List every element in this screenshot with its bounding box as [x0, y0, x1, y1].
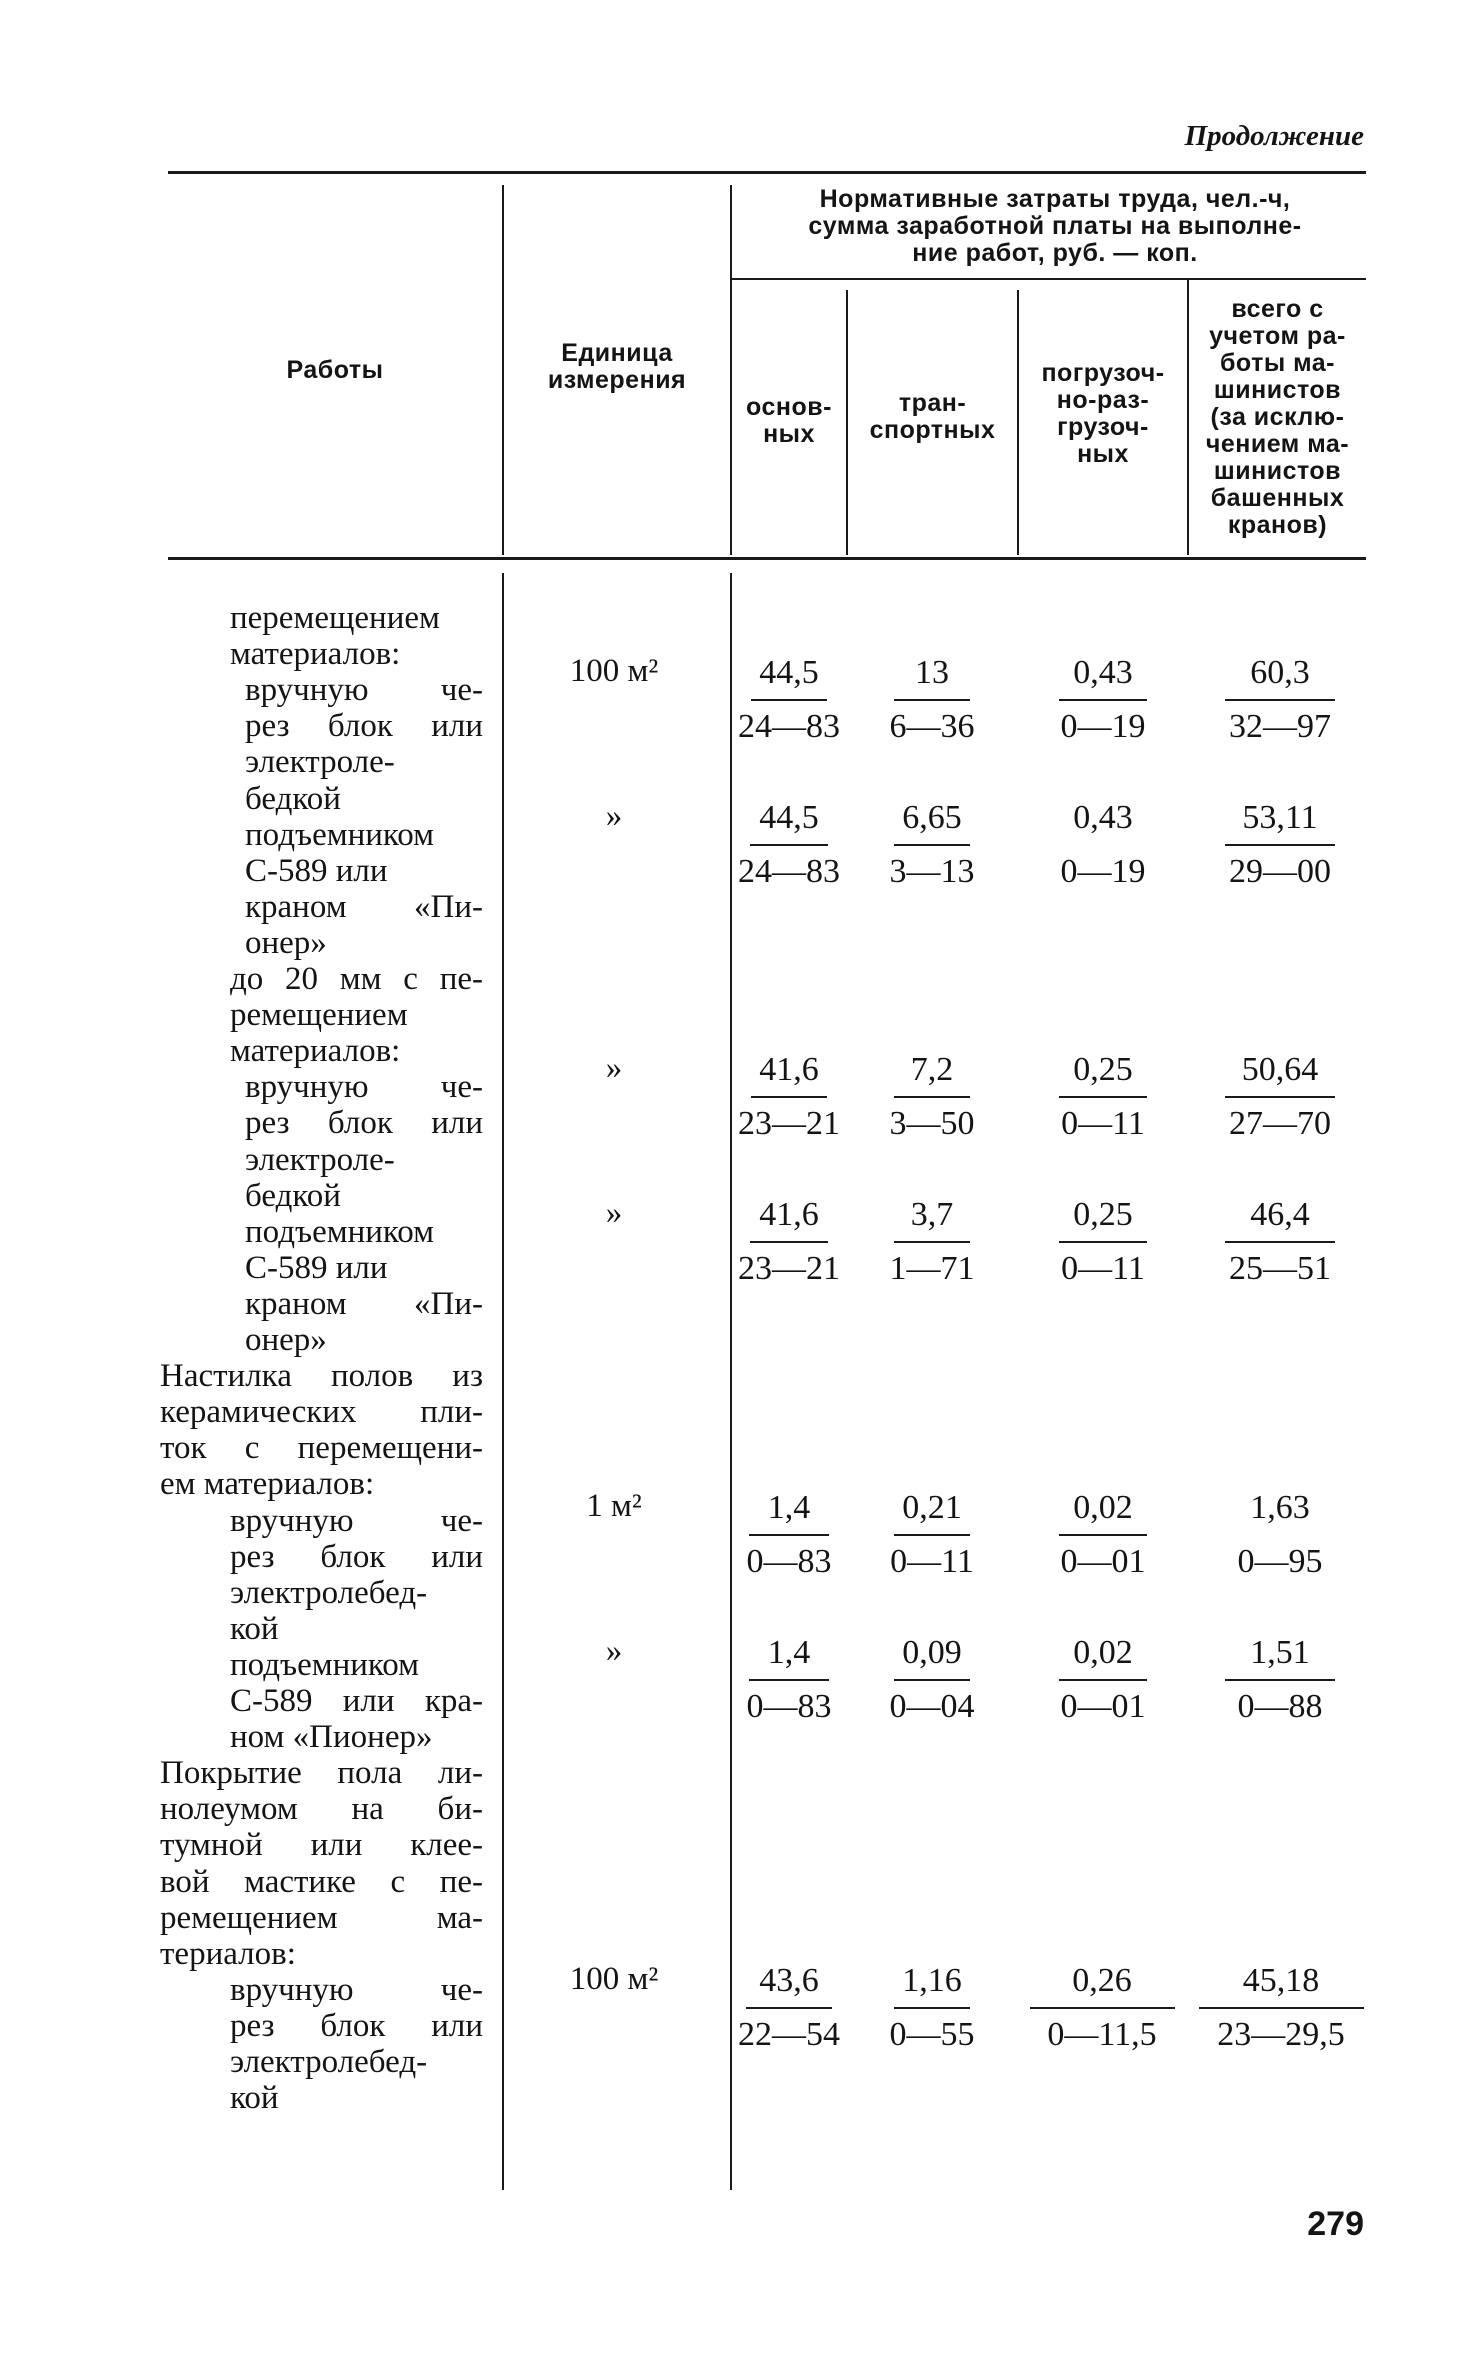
- row-unit: »: [605, 1633, 623, 1669]
- work-line: С-589 или: [245, 852, 388, 889]
- work-line: электроле-: [245, 744, 395, 781]
- header-col-transport-line: спортных: [869, 416, 996, 444]
- value-denominator: 1—71: [889, 1250, 975, 1287]
- value-denominator: 0—19: [1060, 853, 1146, 890]
- value-denominator: 3—13: [889, 853, 975, 890]
- value-cell-transport: [870, 1963, 994, 2053]
- row-unit: 1 м²: [586, 1488, 642, 1524]
- value-denominator: 0—83: [746, 1543, 832, 1580]
- header-group: [744, 186, 1366, 267]
- value-denominator: 0—01: [1060, 1543, 1146, 1580]
- value-cell-total: [1205, 1490, 1355, 1580]
- value-numerator: 6,65: [902, 799, 962, 836]
- value-numerator: 1,16: [902, 1962, 962, 1999]
- work-line: подъемником: [245, 816, 435, 853]
- value-numerator: 53,11: [1242, 799, 1318, 836]
- value-denominator: 23—21: [738, 1250, 840, 1287]
- work-line: ток с перемещени-: [160, 1430, 483, 1467]
- value-denominator: 0—88: [1237, 1688, 1323, 1725]
- value-cell-main: [734, 800, 844, 890]
- value-cell-loading: [1040, 1052, 1166, 1142]
- value-denominator: 32—97: [1229, 708, 1331, 745]
- value-cell-transport: [870, 1635, 994, 1725]
- work-line: рез блок или: [230, 2007, 483, 2044]
- row-unit: 100 м²: [569, 1961, 659, 1997]
- work-line: ремещением: [230, 997, 408, 1034]
- header-col-total-line: боты ма-: [1219, 349, 1336, 377]
- header-col-total-line: (за исклю-: [1210, 403, 1345, 431]
- value-numerator: 1,4: [767, 1489, 811, 1526]
- work-line: электролебед-: [230, 1574, 428, 1611]
- value-cell-main: [734, 1490, 844, 1580]
- row-unit: 100 м²: [569, 653, 659, 689]
- value-numerator: 0,25: [1073, 1051, 1133, 1088]
- work-line: вручную че-: [230, 1971, 483, 2008]
- work-line: краном «Пи-: [245, 888, 483, 925]
- value-denominator: 25—51: [1229, 1250, 1331, 1287]
- work-line: бедкой: [245, 1177, 341, 1214]
- work-line: С-589 или кра-: [230, 1683, 483, 1719]
- header-col-total-line: кранов): [1227, 511, 1328, 539]
- header-col-total-line: чением ма-: [1205, 430, 1350, 458]
- work-line: материалов:: [230, 1033, 401, 1070]
- value-denominator: 0—83: [746, 1688, 832, 1725]
- work-line: перемещением: [230, 600, 440, 636]
- page-number: 279: [1307, 2205, 1364, 2243]
- work-line: Настилка полов из: [160, 1358, 483, 1395]
- value-numerator: 41,6: [759, 1196, 819, 1233]
- work-line: подъемником: [230, 1646, 420, 1683]
- header-col-loading-line: грузоч-: [1057, 413, 1149, 441]
- header-unit-line: измерения: [547, 366, 687, 394]
- value-denominator: 24—83: [738, 708, 840, 745]
- value-cell-total: [1205, 800, 1355, 890]
- header-col-main: [732, 394, 846, 448]
- value-denominator: 23—21: [738, 1105, 840, 1142]
- header-col-loading-line: ных: [1077, 440, 1129, 468]
- header-unit: [504, 340, 730, 394]
- work-line: до 20 мм с пе-: [230, 961, 483, 997]
- value-cell-transport: [870, 1490, 994, 1580]
- header-bottom-rule: [168, 557, 1366, 560]
- value-numerator: 3,7: [910, 1196, 954, 1233]
- value-numerator: 50,64: [1241, 1051, 1319, 1088]
- work-line: рез блок или: [245, 1105, 483, 1142]
- work-line: подъемником: [245, 1213, 435, 1250]
- work-line: материалов:: [230, 636, 401, 673]
- value-cell-total: [1205, 1635, 1355, 1725]
- header-group-line: сумма заработной платы на выполне-: [808, 212, 1302, 240]
- row-unit: »: [605, 1050, 623, 1086]
- header-col-total-line: шинистов: [1213, 376, 1342, 404]
- work-line: ремещением ма-: [160, 1899, 483, 1936]
- header-col-loading-line: погрузоч-: [1041, 359, 1165, 387]
- header-group-line: Нормативные затраты труда, чел.-ч,: [819, 185, 1291, 213]
- value-denominator: 0—95: [1237, 1543, 1323, 1580]
- work-line: онер»: [245, 1322, 327, 1358]
- header-group-line: ние работ, руб. — коп.: [912, 239, 1198, 267]
- work-line: вой мастике с пе-: [160, 1863, 483, 1900]
- value-numerator: 43,6: [759, 1962, 819, 1999]
- value-numerator: 0,02: [1073, 1634, 1133, 1671]
- work-line: ном «Пионер»: [230, 1719, 433, 1756]
- value-numerator: 0,43: [1073, 799, 1133, 836]
- value-cell-main: [734, 1197, 844, 1287]
- value-denominator: 0—11: [1061, 1105, 1145, 1142]
- value-cell-transport: [870, 655, 994, 745]
- value-cell-loading: [1040, 1197, 1166, 1287]
- work-line: С-589 или: [245, 1249, 388, 1286]
- header-col-loading-line: но-раз-: [1056, 386, 1150, 414]
- value-cell-main: [734, 1635, 844, 1725]
- header-col-main-line: ных: [763, 420, 815, 448]
- header-col-transport: [848, 390, 1017, 444]
- work-line: рез блок или: [230, 1538, 483, 1575]
- value-numerator: 0,02: [1073, 1489, 1133, 1526]
- value-denominator: 6—36: [889, 708, 975, 745]
- table-top-rule: [168, 171, 1366, 174]
- value-numerator: 13: [915, 654, 949, 691]
- value-denominator: 24—83: [738, 853, 840, 890]
- value-cell-loading: [1040, 655, 1166, 745]
- work-line: тумной или клее-: [160, 1827, 483, 1864]
- value-cell-loading: [1022, 1963, 1182, 2053]
- header-col-main-line: основ-: [746, 393, 832, 421]
- header-col-loading: [1019, 360, 1187, 468]
- header-unit-line: Единица: [561, 339, 673, 367]
- value-numerator: 1,4: [767, 1634, 811, 1671]
- value-numerator: 41,6: [759, 1051, 819, 1088]
- value-cell-transport: [870, 1052, 994, 1142]
- value-denominator: 0—11: [1061, 1250, 1145, 1287]
- value-numerator: 0,43: [1073, 654, 1133, 691]
- value-denominator: 0—01: [1060, 1688, 1146, 1725]
- col-divider-values: [730, 185, 732, 555]
- header-col-total-line: учетом ра-: [1209, 322, 1346, 350]
- value-cell-transport: [870, 1197, 994, 1287]
- value-denominator: 23—29,5: [1217, 2016, 1345, 2053]
- work-line: вручную че-: [230, 1502, 483, 1539]
- header-col-transport-line: тран-: [898, 389, 967, 417]
- work-line: Покрытие пола ли-: [160, 1755, 483, 1792]
- work-line: электролебед-: [230, 2044, 428, 2080]
- value-numerator: 0,25: [1073, 1196, 1133, 1233]
- value-denominator: 29—00: [1229, 853, 1331, 890]
- work-line: электроле-: [245, 1141, 395, 1178]
- value-denominator: 22—54: [738, 2016, 840, 2053]
- value-numerator: 45,18: [1242, 1962, 1320, 1999]
- group-header-rule: [732, 278, 1366, 280]
- continuation-label: Продолжение: [1184, 120, 1364, 152]
- value-cell-loading: [1040, 1490, 1166, 1580]
- row-unit: »: [605, 798, 623, 834]
- work-line: рез блок или: [245, 708, 483, 745]
- work-line: вручную че-: [245, 672, 483, 709]
- value-cell-total: [1190, 1963, 1372, 2053]
- value-cell-main: [734, 1052, 844, 1142]
- value-denominator: 0—11,5: [1047, 2016, 1157, 2053]
- work-line: кой: [230, 2080, 279, 2117]
- value-denominator: 0—19: [1060, 708, 1146, 745]
- header-col-total: [1189, 296, 1366, 539]
- value-denominator: 0—55: [889, 2016, 975, 2053]
- header-works: Работы: [286, 356, 384, 384]
- value-denominator: 0—11: [890, 1543, 974, 1580]
- work-line: бедкой: [245, 780, 341, 817]
- header-col-total-line: шинистов: [1213, 457, 1342, 485]
- value-cell-total: [1205, 1052, 1355, 1142]
- value-cell-main: [734, 655, 844, 745]
- value-denominator: 27—70: [1229, 1105, 1331, 1142]
- value-numerator: 0,21: [902, 1489, 962, 1526]
- value-cell-main: [734, 1963, 844, 2053]
- value-cell-total: [1205, 655, 1355, 745]
- work-line: краном «Пи-: [245, 1285, 483, 1322]
- value-numerator: 0,26: [1072, 1962, 1132, 1999]
- work-line: вручную че-: [245, 1069, 483, 1106]
- value-numerator: 1,63: [1250, 1489, 1310, 1526]
- header-col-total-line: всего с: [1231, 295, 1324, 323]
- row-unit: »: [605, 1195, 623, 1231]
- value-denominator: 0—04: [889, 1688, 975, 1725]
- value-numerator: 44,5: [759, 799, 819, 836]
- value-denominator: 3—50: [889, 1105, 975, 1142]
- work-line: териалов:: [160, 1935, 296, 1972]
- work-line: ем материалов:: [160, 1466, 375, 1503]
- value-numerator: 7,2: [910, 1051, 954, 1088]
- value-numerator: 44,5: [759, 654, 819, 691]
- value-numerator: 60,3: [1250, 654, 1310, 691]
- value-numerator: 46,4: [1250, 1196, 1310, 1233]
- value-cell-transport: [870, 800, 994, 890]
- work-line: кой: [230, 1610, 279, 1647]
- work-line: керамических пли-: [160, 1394, 483, 1431]
- value-cell-total: [1205, 1197, 1355, 1287]
- value-numerator: 1,51: [1250, 1634, 1310, 1671]
- value-cell-loading: [1040, 800, 1166, 890]
- value-cell-loading: [1040, 1635, 1166, 1725]
- header-col-total-line: башенных: [1210, 484, 1345, 512]
- body-divider-values: [730, 573, 732, 2190]
- work-line: нолеумом на би-: [160, 1791, 483, 1828]
- work-line: онер»: [245, 924, 327, 961]
- value-numerator: 0,09: [902, 1634, 962, 1671]
